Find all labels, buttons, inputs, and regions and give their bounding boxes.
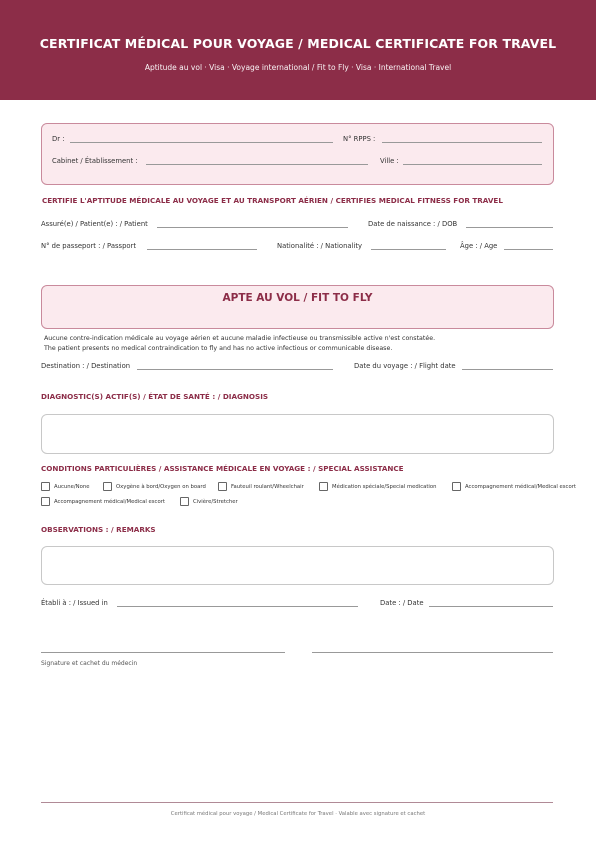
checkbox-stretcher[interactable]: [180, 497, 238, 506]
checkbox-label: Accompagnement médical/Medical escort: [54, 498, 165, 505]
doctor-name-field[interactable]: [70, 142, 333, 143]
dob-label: Date de naissance : / DOB: [368, 220, 458, 228]
cabinet-label: Cabinet / Établissement :: [52, 157, 138, 165]
checkbox-medical-escort[interactable]: [452, 482, 576, 491]
checkbox-square[interactable]: [103, 482, 112, 491]
checkbox-square[interactable]: [180, 497, 189, 506]
checkbox-square[interactable]: [319, 482, 328, 491]
diagnosis-heading: DIAGNOSTIC(S) ACTIF(S) / ÉTAT DE SANTÉ : / DIAGNOSIS: [41, 392, 269, 401]
document-subtitle: Aptitude au vol · Visa · Voyage international / Fit to Fly · Visa · International Travel: [144, 63, 452, 72]
fit-to-fly-title: APTE AU VOL / FIT TO FLY: [222, 292, 373, 304]
rpps-label: N° RPPS :: [343, 135, 376, 143]
doctor-info-box: [41, 123, 554, 185]
checkbox-label: Oxygène à bord/Oxygen on board: [116, 483, 206, 490]
signature-line[interactable]: [41, 652, 285, 653]
checkbox-special-medication[interactable]: [319, 482, 437, 491]
checkbox-square[interactable]: [41, 497, 50, 506]
patient-field[interactable]: [157, 227, 348, 228]
observations-textarea[interactable]: [41, 546, 554, 585]
age-field[interactable]: [504, 249, 553, 250]
ville-label: Ville :: [380, 157, 399, 165]
footer-text: Certificat médical pour voyage / Medical Certificate for Travel · Valable avec signature et cachet: [170, 811, 426, 817]
observations-heading: OBSERVATIONS : / REMARKS: [41, 525, 156, 534]
checkbox-square[interactable]: [41, 482, 50, 491]
cabinet-field[interactable]: [146, 164, 368, 165]
passport-field[interactable]: [147, 249, 257, 250]
nationality-label: Nationalité : / Nationality: [277, 242, 363, 250]
checkbox-label: Aucune/None: [54, 483, 90, 490]
certifies-heading: CERTIFIE L'APTITUDE MÉDICALE AU VOYAGE ET AU TRANSPORT AÉRIEN / CERTIFIES MEDICAL FITNESS FOR TRAVEL: [42, 196, 503, 205]
document-title: CERTIFICAT MÉDICAL POUR VOYAGE / MEDICAL CERTIFICATE FOR TRAVEL: [39, 36, 557, 51]
checkbox-wheelchair[interactable]: [218, 482, 304, 491]
fit-statement-fr: Aucune contre-indication médicale au voyage aérien et aucune maladie infectieuse ou transmissible active n'est constatée.: [44, 335, 436, 342]
diagnosis-textarea[interactable]: [41, 414, 554, 454]
issued-in-field[interactable]: [117, 606, 358, 607]
doctor-name-label: Dr :: [52, 135, 65, 143]
checkbox-oxygen[interactable]: [103, 482, 206, 491]
checkbox-label: Civière/Stretcher: [193, 498, 238, 505]
issue-date-field[interactable]: [429, 606, 553, 607]
flight-date-field[interactable]: [462, 369, 553, 370]
checkbox-square[interactable]: [218, 482, 227, 491]
destination-label: Destination : / Destination: [41, 362, 131, 370]
checkbox-medical-escort-2[interactable]: [41, 497, 165, 506]
checkbox-none[interactable]: [41, 482, 89, 491]
signature-label: Signature et cachet du médecin: [41, 660, 138, 667]
issue-date-label: Date : / Date: [380, 599, 424, 607]
age-label: Âge : / Age: [460, 242, 498, 250]
ville-field[interactable]: [403, 164, 542, 165]
nationality-field[interactable]: [371, 249, 446, 250]
destination-field[interactable]: [137, 369, 333, 370]
flight-date-label: Date du voyage : / Flight date: [354, 362, 456, 370]
rpps-field[interactable]: [382, 142, 542, 143]
passport-label: N° de passeport : / Passport: [41, 242, 137, 250]
dob-field[interactable]: [466, 227, 553, 228]
checkbox-square[interactable]: [452, 482, 461, 491]
checkbox-label: Fauteuil roulant/Wheelchair: [231, 483, 304, 490]
issued-in-label: Établi à : / Issued in: [41, 599, 108, 607]
checkbox-label: Médication spéciale/Special medication: [332, 483, 437, 490]
fit-to-fly-box: [41, 285, 554, 329]
stamp-line[interactable]: [312, 652, 553, 653]
fit-statement-en: The patient presents no medical contraindication to fly and has no active infectious or communicable disease.: [44, 345, 393, 352]
conditions-heading: CONDITIONS PARTICULIÈRES / ASSISTANCE MÉDICALE EN VOYAGE : / SPECIAL ASSISTANCE: [41, 464, 404, 473]
header-banner: [0, 0, 596, 100]
patient-label: Assuré(e) / Patient(e) : / Patient: [41, 220, 148, 228]
checkbox-label: Accompagnement médical/Medical escort: [465, 483, 576, 490]
footer-divider: [41, 802, 553, 803]
